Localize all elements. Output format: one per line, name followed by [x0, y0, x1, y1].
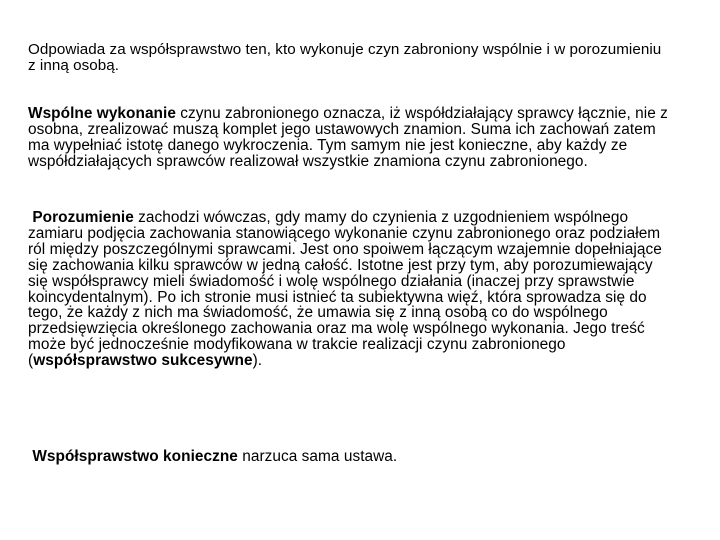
necessary-complicity-term: Współsprawstwo konieczne: [32, 448, 238, 465]
joint-execution-term: Wspólne wykonanie: [28, 105, 176, 122]
agreement-end: ).: [252, 352, 263, 370]
successive-complicity-term: współsprawstwo sukcesywne: [33, 352, 253, 370]
agreement-term: Porozumienie: [32, 209, 134, 226]
necessary-complicity-text: narzuca sama ustawa.: [237, 448, 398, 465]
intro-paragraph: [28, 42, 668, 74]
joint-execution-paragraph: [28, 106, 668, 170]
necessary-complicity-paragraph: [28, 449, 668, 465]
agreement-text: zachodzi wówczas, gdy mamy do czynienia z uzgodnieniem wspólnego zamiaru podjęcia zachowania stanowiącego wykonanie czynu zabronionego oraz podziałem ról między poszczególnymi sprawcami. Jest ono spoiwem łączącym wzajemnie dopełniające się zachowania kilku sprawców w jedną całość. Istotne jest przy tym, aby porozumiewający się współsprawcy mieli świadomość i wolę wspólnego działania (inaczej przy sprawstwie koincydentalnym). Po ich stronie musi istnieć ta subiektywna więź, która sprowadza się do tego, że każdy z nich ma świadomość, że umawia się z inną osobą co do wspólnego przedsięwzięcia określonego zachowania oraz ma wolę wspólnego wykonania. Jego treść może być jednocześnie modyfikowana w trakcie realizacji czynu zabronionego (: [28, 209, 662, 370]
agreement-paragraph: [28, 210, 668, 369]
joint-execution-text: czynu zabronionego oznacza, iż współdziałający sprawcy łącznie, nie z osobna, zrealizować muszą komplet jego ustawowych znamion. Suma ich zachowań zatem ma wypełniać istotę danego wykroczenia. Tym samym nie jest konieczne, aby każdy ze współdziałających sprawców realizował wszystkie znamiona czynu zabronionego.: [28, 105, 668, 170]
intro-text: Odpowiada za współsprawstwo ten, kto wykonuje czyn zabroniony wspólnie i w porozumieniu z inną osobą.: [28, 41, 662, 74]
